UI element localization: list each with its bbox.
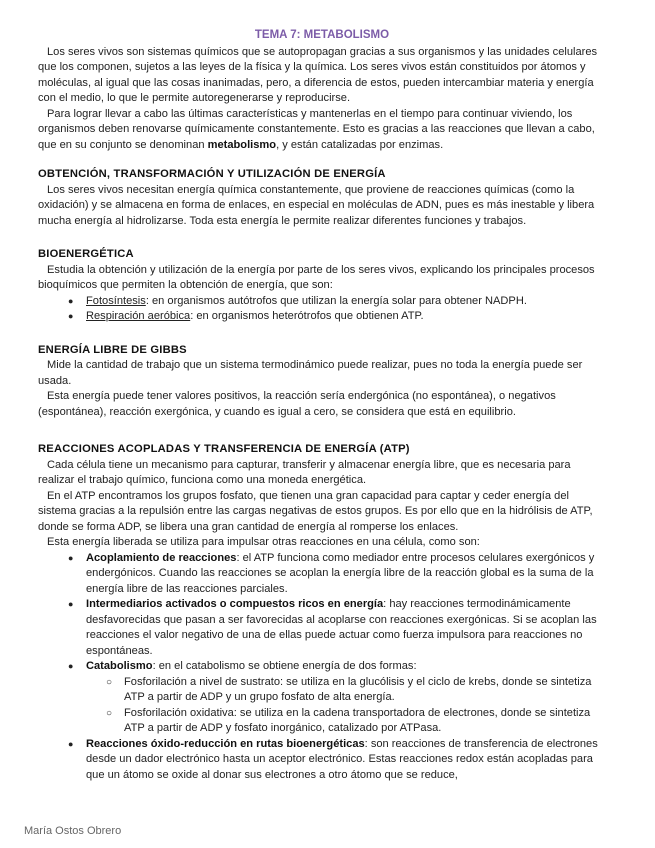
bioenergetica-list <box>38 294 606 325</box>
section-heading-gibbs: ENERGÍA LIBRE DE GIBBS <box>38 343 187 356</box>
intro-paragraph-1: Los seres vivos son sistemas químicos que se autopropagan gracias a sus organismos y las unidades celulares que los componen, sujetos a las leyes de la física y la química. Los seres vivos están constituidos por átomos y moléculas, al igual que las cosas inanimadas, pero, a diferencia de estos, pueden intercambiar materia y energía con el medio, lo que le permite autoregenerarse y reproducirse. <box>38 45 598 104</box>
section-energia <box>38 167 606 229</box>
section-energia-paragraph: Los seres vivos necesitan energía química constantemente, que proviene de reacciones químicas (como la oxidación) y se almacena en forma de enlaces, en especial en moléculas de ADN, pues es más inestable y libera mucha energía al hidrolizarse. Toda esta energía le permite realizar diferentes funciones y trabajos. <box>38 183 595 227</box>
section-heading-energia: OBTENCIÓN, TRANSFORMACIÓN Y UTILIZACIÓN DE ENERGÍA <box>38 168 386 180</box>
list-item-term: Acoplamiento de reacciones <box>86 551 237 564</box>
list-item <box>38 309 606 325</box>
section-bioenergetica <box>38 247 606 325</box>
section-gibbs-paragraph-2: Esta energía puede tener valores positivos, la reacción sería endergónica (no espontánea), o negativos (espontánea), reacción exergónica, y cuando es igual a cero, se considera que está en equilibrio. <box>38 390 556 418</box>
list-item-text: : en organismos autótrofos que utilizan la energía solar para obtener NADPH. <box>145 294 527 307</box>
list-item <box>38 294 606 310</box>
list-item-text: : hay reacciones termodinámicamente desfavorecidas que pasan a ser favorecidas al acoplarse con reacciones exergónicas. Si se acoplan las reacciones el valor negativo de una de ellas puede actuar como fuerza impulsora para reacciones no espontáneas. <box>86 598 597 657</box>
list-item-term: Respiración aeróbica <box>86 310 191 322</box>
sub-list-item: ○ Fosforilación a nivel de sustrato: se utiliza en la glucólisis y el ciclo de krebs, donde se sintetiza ATP a partir de ADP y un grupo fosfato de alta energía. <box>38 675 606 706</box>
list-item-text: : son reacciones de transferencia de electrones desde un dador electrónico hasta un aceptor electrónico. Estas reacciones redox están acopladas para que un átomo se oxide al donar sus electrones a otro átomo que se reduce, <box>86 737 598 781</box>
list-item-text: : el ATP funciona como mediador entre procesos celulares exergónicos y endergónicos. Cuando las reacciones se acoplan la energía libre de la reacción global es la suma de la energía libre de las reacciones parciales. <box>86 551 595 595</box>
list-item <box>38 551 606 598</box>
list-item-term: Intermediarios activados o compuestos ricos en energía <box>86 598 384 610</box>
section-heading-atp: REACCIONES ACOPLADAS Y TRANSFERENCIA DE ENERGÍA (ATP) <box>38 443 410 455</box>
list-item <box>38 659 606 675</box>
page-footer-author: María Ostos Obrero <box>24 825 122 837</box>
list-item-text: : en el catabolismo se obtiene energía de dos formas: <box>152 660 417 672</box>
list-item <box>38 737 606 784</box>
document-page <box>38 28 606 783</box>
list-item-term: Catabolismo <box>86 660 153 672</box>
section-gibbs <box>38 343 606 421</box>
section-bioenergetica-paragraph: Estudia la obtención y utilización de la energía por parte de los seres vivos, explicando los principales procesos bioquímicos que permiten la obtención de energía, que son: <box>38 263 595 291</box>
section-atp-paragraph-3: Esta energía liberada se utiliza para impulsar otras reacciones en una célula, como son: <box>47 536 480 548</box>
metabolismo-term: metabolismo <box>207 138 277 151</box>
intro-p2-text-c: , y están catalizadas por enzimas. <box>276 138 444 151</box>
section-atp <box>38 442 606 783</box>
page-title: TEMA 7: METABOLISMO <box>254 29 390 41</box>
intro-p2-text-a: Para lograr llevar a cabo las últimas características y mantenerlas en el tiempo para continuar viviendo, los organismos deben renovarse químicamente constantemente. Esto es gracias a las reacciones que llevan a cabo, que en su conjunto se denominan <box>38 107 595 151</box>
list-item-text: : en organismos heterótrofos que obtienen ATP. <box>190 310 424 322</box>
intro-paragraph-2 <box>38 107 606 154</box>
list-item <box>38 597 606 659</box>
section-gibbs-paragraph-1: Mide la cantidad de trabajo que un sistema termodinámico puede realizar, pues no toda la energía puede ser usada. <box>38 359 583 387</box>
section-atp-paragraph-2: En el ATP encontramos los grupos fosfato, que tienen una gran capacidad para captar y ceder energía del sistema gracias a la repulsión entre las cargas negativas de estos grupos. Es por ello que en la hidrólisis de ATP, donde se forma ADP, se libera una gran cantidad de energía al romperse los enlaces. <box>38 489 593 533</box>
atp-list <box>38 551 606 784</box>
list-item-term: Fotosíntesis <box>86 294 146 307</box>
sub-list-item: ○ Fosforilación oxidativa: se utiliza en la cadena transportadora de electrones, donde se sintetiza ATP a partir de ADP y fosfato inorgánico, catalizado por ATPasa. <box>38 706 606 737</box>
section-heading-bioenergetica: BIOENERGÉTICA <box>38 248 134 260</box>
list-item-term: Reacciones óxido-reducción en rutas bioenergéticas <box>86 737 365 750</box>
section-atp-paragraph-1: Cada célula tiene un mecanismo para capturar, transferir y almacenar energía libre, que es necesaria para realizar el trabajo químico, funciona como una moneda energética. <box>38 458 571 486</box>
